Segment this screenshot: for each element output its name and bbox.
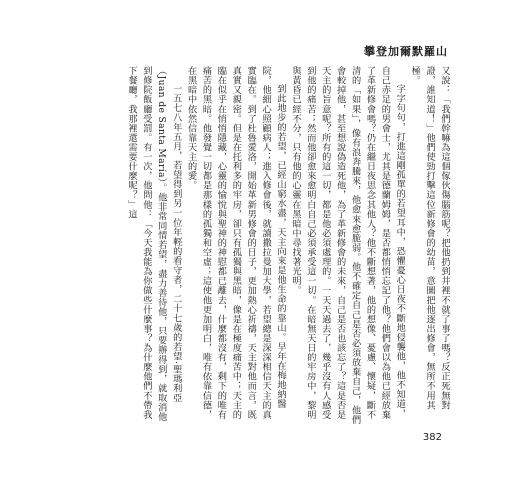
running-head: 攀登加爾默羅山 — [364, 45, 448, 58]
page-number: 382 — [422, 432, 442, 443]
paragraph-4: 一五七八年五月，若望得到另一位年輕的看守者，二十七歲的若望·聖瑪利亞（Juan de Santa María）。他非常同情若望，盡力善待他，只要辦得到，就取消他到修院飯廳受罰。有一次，他問他：「今天我能為你做些什麼事？為什麼他們不帶我下餐廳，我那裡還需要什麼呢？」這 — [125, 66, 182, 422]
body-text — [71, 66, 451, 428]
paragraph-1: 又說：「我們幹嘛為這個傢伙傷腦筋呢？把他扔到井裡不就了事了嗎？反正死無對證，誰知道！」他們使勁打擊這位新修會的幼苗，意圖把他逐出修會，無所不用其極。 — [409, 66, 450, 410]
paragraph-3: 到此地步的若望，已經山窮水盡，天主向來是他生命的靠山。早年在梅地納醫院，他細心照顧病人；進入修會後，就讀撒拉曼加大學，若望總是深深相信天主的真實臨在。到了杜魯愛洛，開始革新男修會的日子，更加熱心祈禱，天主對他而言，既真實又親密。但是在托利多的牢房，卻只有孤獨與黑暗，像是在極度痛苦中；天主的臨在似乎在悄悄隱藏，心靈的愉悅與聖神的神慰都已離去，什麼都沒有，剩下的唯有痛苦的黑暗。他發覺一切都是那樣的孤獨和空虛；這使他更加明白，唯有依靠信德，在黑暗中依然信靠天主的愛。 — [185, 66, 287, 420]
paragraph-2: 字字句句，打進這剛孤單的若望耳中，恐懼憂心日夜不斷地侵襲他，他不知道，自己赤足的男會士，尤其是德蘭姆姆，是否都悄悄忘記了他？他們會以為他已經放棄了革新修會嗎？仍在繼日夜思念其他人？他不斷想著，他的想像、憂慮、懷疑，斷不清的「如果」，像有浪奔騰來，他愈來愈脆弱。他不確定自己是否必須放棄自己，他們會較掉他，甚至想說偽造死他，為了革新修會的未來，自己是否也該忘了？這是否是天主的旨意呢？所有的這一切，都是他必須處理的。一天天過去了，幾乎沒有人感受到他的痛苦；然而他卻愈來愈明白自己必須承受這一切。在暗無天日的牢房中，黎明與黃昏已經不分，只有他的心靈在黑暗中尋找著光明。 — [289, 66, 406, 425]
